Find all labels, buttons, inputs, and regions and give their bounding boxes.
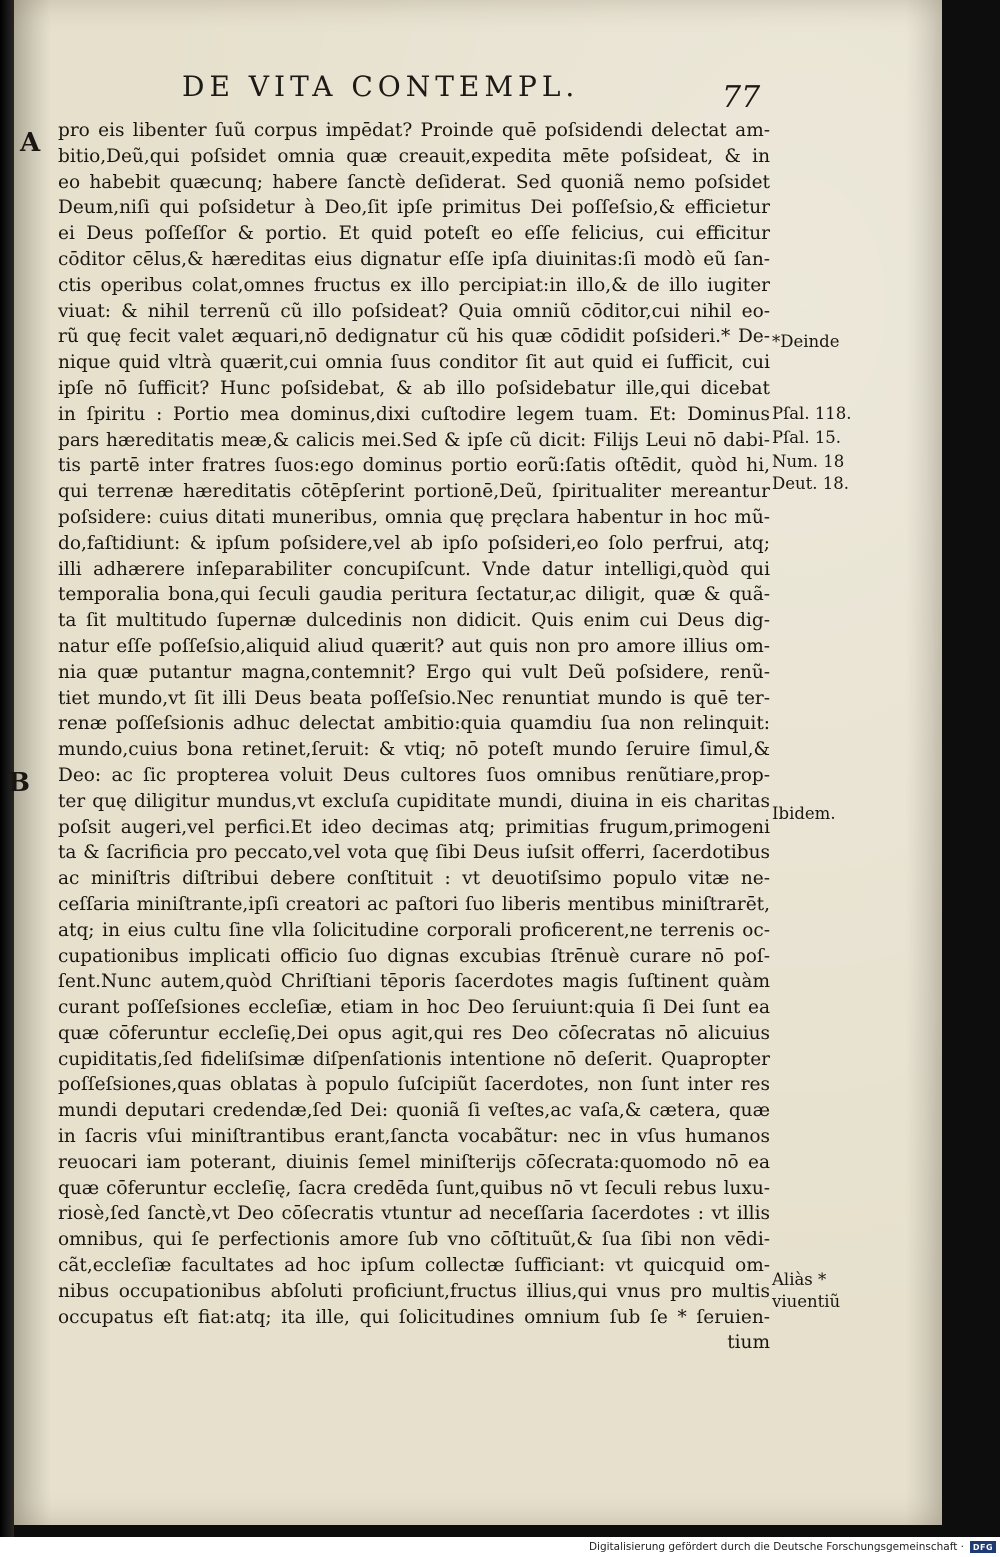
text-line: cupiditatis,ſed fideliſsimæ diſpenſationis intentione nō deſerit. Quapropter [58, 1048, 770, 1070]
margin-note: Num. 18 [772, 452, 845, 471]
margin-note: Pſal. 118. [772, 404, 852, 423]
book-page [8, 0, 942, 1525]
text-line: ipſe nō ſufficit? Hunc poſsidebat, & ab illo poſsidebatur ille,qui dicebat [58, 377, 770, 399]
text-line: ac miniſtris diſtribui debere conſtituit : vt deuotiſsimo populo vitæ ne- [58, 868, 770, 890]
text-line: omnibus, qui ſe perfectionis amore ſub vno cōſtituũt,& ſua ſibi non vēdi- [58, 1229, 770, 1251]
text-line: tium [727, 1332, 770, 1354]
text-line: ei Deus poſſeſſor & portio. Et quid poteſt eo eſſe felicius, cui efficitur [58, 223, 770, 245]
text-line: in ſacris vſui miniſtrantibus erant,ſancta vocabãtur: nec in vſus humanos [58, 1126, 770, 1148]
text-line: nia quæ putantur magna,contemnit? Ergo qui vult Deũ poſsidere, renũ- [58, 661, 770, 683]
text-line: cupationibus implicati officio ſuo dignas excubias ſtrēnuè curare nō poſ- [58, 945, 770, 967]
running-title: DE VITA CONTEMPL. [182, 70, 580, 103]
text-line: nique quid vltrà quærit,cui omnia ſuus conditor ſit aut quid ei ſufficit, cui [58, 352, 770, 374]
text-line: ſent.Nunc autem,quòd Chriſtiani tēporis ſacerdotes magis ſuſtinent quàm [58, 971, 770, 993]
text-line: ta & ſacrificia pro peccato,vel vota quę ſibi Deus iuſsit offerri, ſacerdotibus [58, 842, 770, 864]
text-line: pars hæreditatis meæ,& calicis mei.Sed & ipſe cũ dicit: Filijs Leui nō dabi- [58, 429, 770, 451]
text-line: rũ quę fecit valet æquari,nō dedignatur cũ his quæ cōdidit poſsideri.* De- [58, 326, 770, 348]
text-line: reuocari iam poterant, diuinis ſemel miniſterijs cōſecrata:quomodo nō ea [58, 1151, 770, 1173]
text-line: qui terrenæ hæreditatis cōtēpſerint portionē,Deũ, ſpiritualiter mereantur [58, 481, 770, 503]
text-line: in ſpiritu : Portio mea dominus,dixi cuſtodire legem tuam. Et: Dominus [58, 403, 770, 425]
margin-note: *Deinde [772, 332, 840, 351]
text-line: renæ poſſeſsionis adhuc delectat ambitio:quia quamdiu ſua non relinquit: [58, 713, 770, 735]
text-line: do,faſtidiunt: & ipſum poſsidere,vel ab ipſo poſsideri,eo ſolo perfrui, atq; [58, 532, 770, 554]
main-text-block [58, 118, 770, 1356]
text-line: poſsidere: cuius ditati muneribus, omnia quę pręclara habentur in hoc mũ- [58, 506, 770, 528]
text-line: ter quę diligitur mundus,vt excluſa cupiditate mundi, diuina in eis charitas [58, 790, 770, 812]
digitization-footer [0, 1537, 1000, 1557]
text-line: eo habebit quæcunq; habere ſanctè deſiderat. Sed quoniã nemo poſsidet [58, 171, 770, 193]
text-line: ta ſit multitudo ſupernæ dulcedinis non didicit. Quis enim cui Deus dig- [58, 610, 770, 632]
text-line: bitio,Deũ,qui poſsidet omnia quæ creauit,expedita mēte poſsideat, & in [58, 145, 770, 167]
text-line: cōditor cēlus,& hæreditas eius dignatur eſſe ipſa diuinitas:ſi modò eũ ſan- [58, 248, 770, 270]
margin-note: viuentiũ [772, 1292, 841, 1311]
section-letter-b: B [8, 768, 30, 798]
text-line: mundi deputari credendæ,ſed Dei: quoniã ſi veſtes,ac vaſa,& cætera, quæ [58, 1100, 770, 1122]
margin-note: Aliàs * [772, 1270, 827, 1289]
text-line: illi adhærere inſeparabiliter concupiſcunt. Vnde datur intelligi,quòd qui [58, 558, 770, 580]
text-line: ceſſaria miniſtrante,ipſi creatori ac paſtori ſuo liberis mentibus miniſtrarēt, [58, 893, 770, 915]
text-line: tis partē inter fratres ſuos:ego dominus portio eorũ:ſatis oſtēdit, quòd hi, [58, 455, 770, 477]
text-line: riosè,ſed ſanctè,vt Deo cōſecratis vtuntur ad neceſſaria ſacerdotes : vt illis [58, 1203, 770, 1225]
text-line: mundo,cuius bona retinet,ſeruit: & vtiq; nō poteſt mundo ſeruire ſimul,& [58, 739, 770, 761]
footer-credit: Digitalisierung gefördert durch die Deutsche Forschungsgemeinschaft · [588, 1541, 964, 1553]
text-line: Deo: ac ſic propterea voluit Deus cultores ſuos omnibus renũtiare,prop- [58, 764, 770, 786]
margin-note: Ibidem. [772, 804, 836, 823]
section-letter-a: A [20, 128, 41, 158]
text-line: temporalia bona,qui ſeculi gaudia peritura ſectatur,ac diligit, quæ & quã- [58, 584, 770, 606]
dfg-logo-icon: DFG [970, 1541, 996, 1553]
text-line: cãt,eccleſiæ facultates ad hoc ipſum collectæ ſufficiant: vt quicquid om- [58, 1255, 770, 1277]
text-line: tiet mundo,vt ſit illi Deus beata poſſeſsio.Nec renuntiat mundo is quē ter- [58, 687, 770, 709]
text-line: quæ cōferuntur eccleſię, ſacra credēda ſunt,quibus nō vt ſeculi rebus luxu- [58, 1177, 770, 1199]
text-line: nibus occupationibus abſoluti proficiunt,fructus illius,qui vnus pro multis [58, 1280, 770, 1302]
margin-note: Deut. 18. [772, 474, 849, 493]
text-line: poſſeſsiones,quas oblatas à populo ſuſcipiũt ſacerdotes, non ſunt inter res [58, 1074, 770, 1096]
text-line: viuat: & nihil terrenũ cũ illo poſsideat? Quia omniũ cōditor,cui nihil eo- [58, 300, 770, 322]
text-line: pro eis libenter ſuũ corpus impēdat? Proinde quē poſsidendi delectat am- [58, 120, 770, 141]
text-line: natur eſſe poſſeſsio,aliquid aliud quærit? aut quis non pro amore illius om- [58, 635, 770, 657]
text-line: atq; in eius cultu ſine vlla ſolicitudine corporali proficerent,ne terrenis oc- [58, 919, 770, 941]
text-line: occupatus eſt fiat:atq; ita ille, qui ſolicitudines omnium ſub ſe * ſeruien- [58, 1306, 770, 1328]
page-number: 77 [722, 80, 761, 115]
margin-note: Pſal. 15. [772, 428, 842, 447]
text-line: Deum,niſi qui poſsidetur à Deo,ſit ipſe primitus Dei poſſeſsio,& efficietur [58, 197, 770, 219]
text-line: quæ cōferuntur eccleſię,Dei opus agit,qui res Deo cōſecratas nō alicuius [58, 1022, 770, 1044]
text-line: curant poſſeſsiones eccleſiæ, etiam in hoc Deo ſeruiunt:quia ſi Dei ſunt ea [58, 997, 770, 1019]
text-line: ctis operibus colat,omnes fructus ex illo percipiat:in illo,& de illo iugiter [58, 274, 770, 296]
text-line: poſsit augeri,vel perfici.Et ideo decimas atq; primitias frugum,primogeni [58, 816, 770, 838]
